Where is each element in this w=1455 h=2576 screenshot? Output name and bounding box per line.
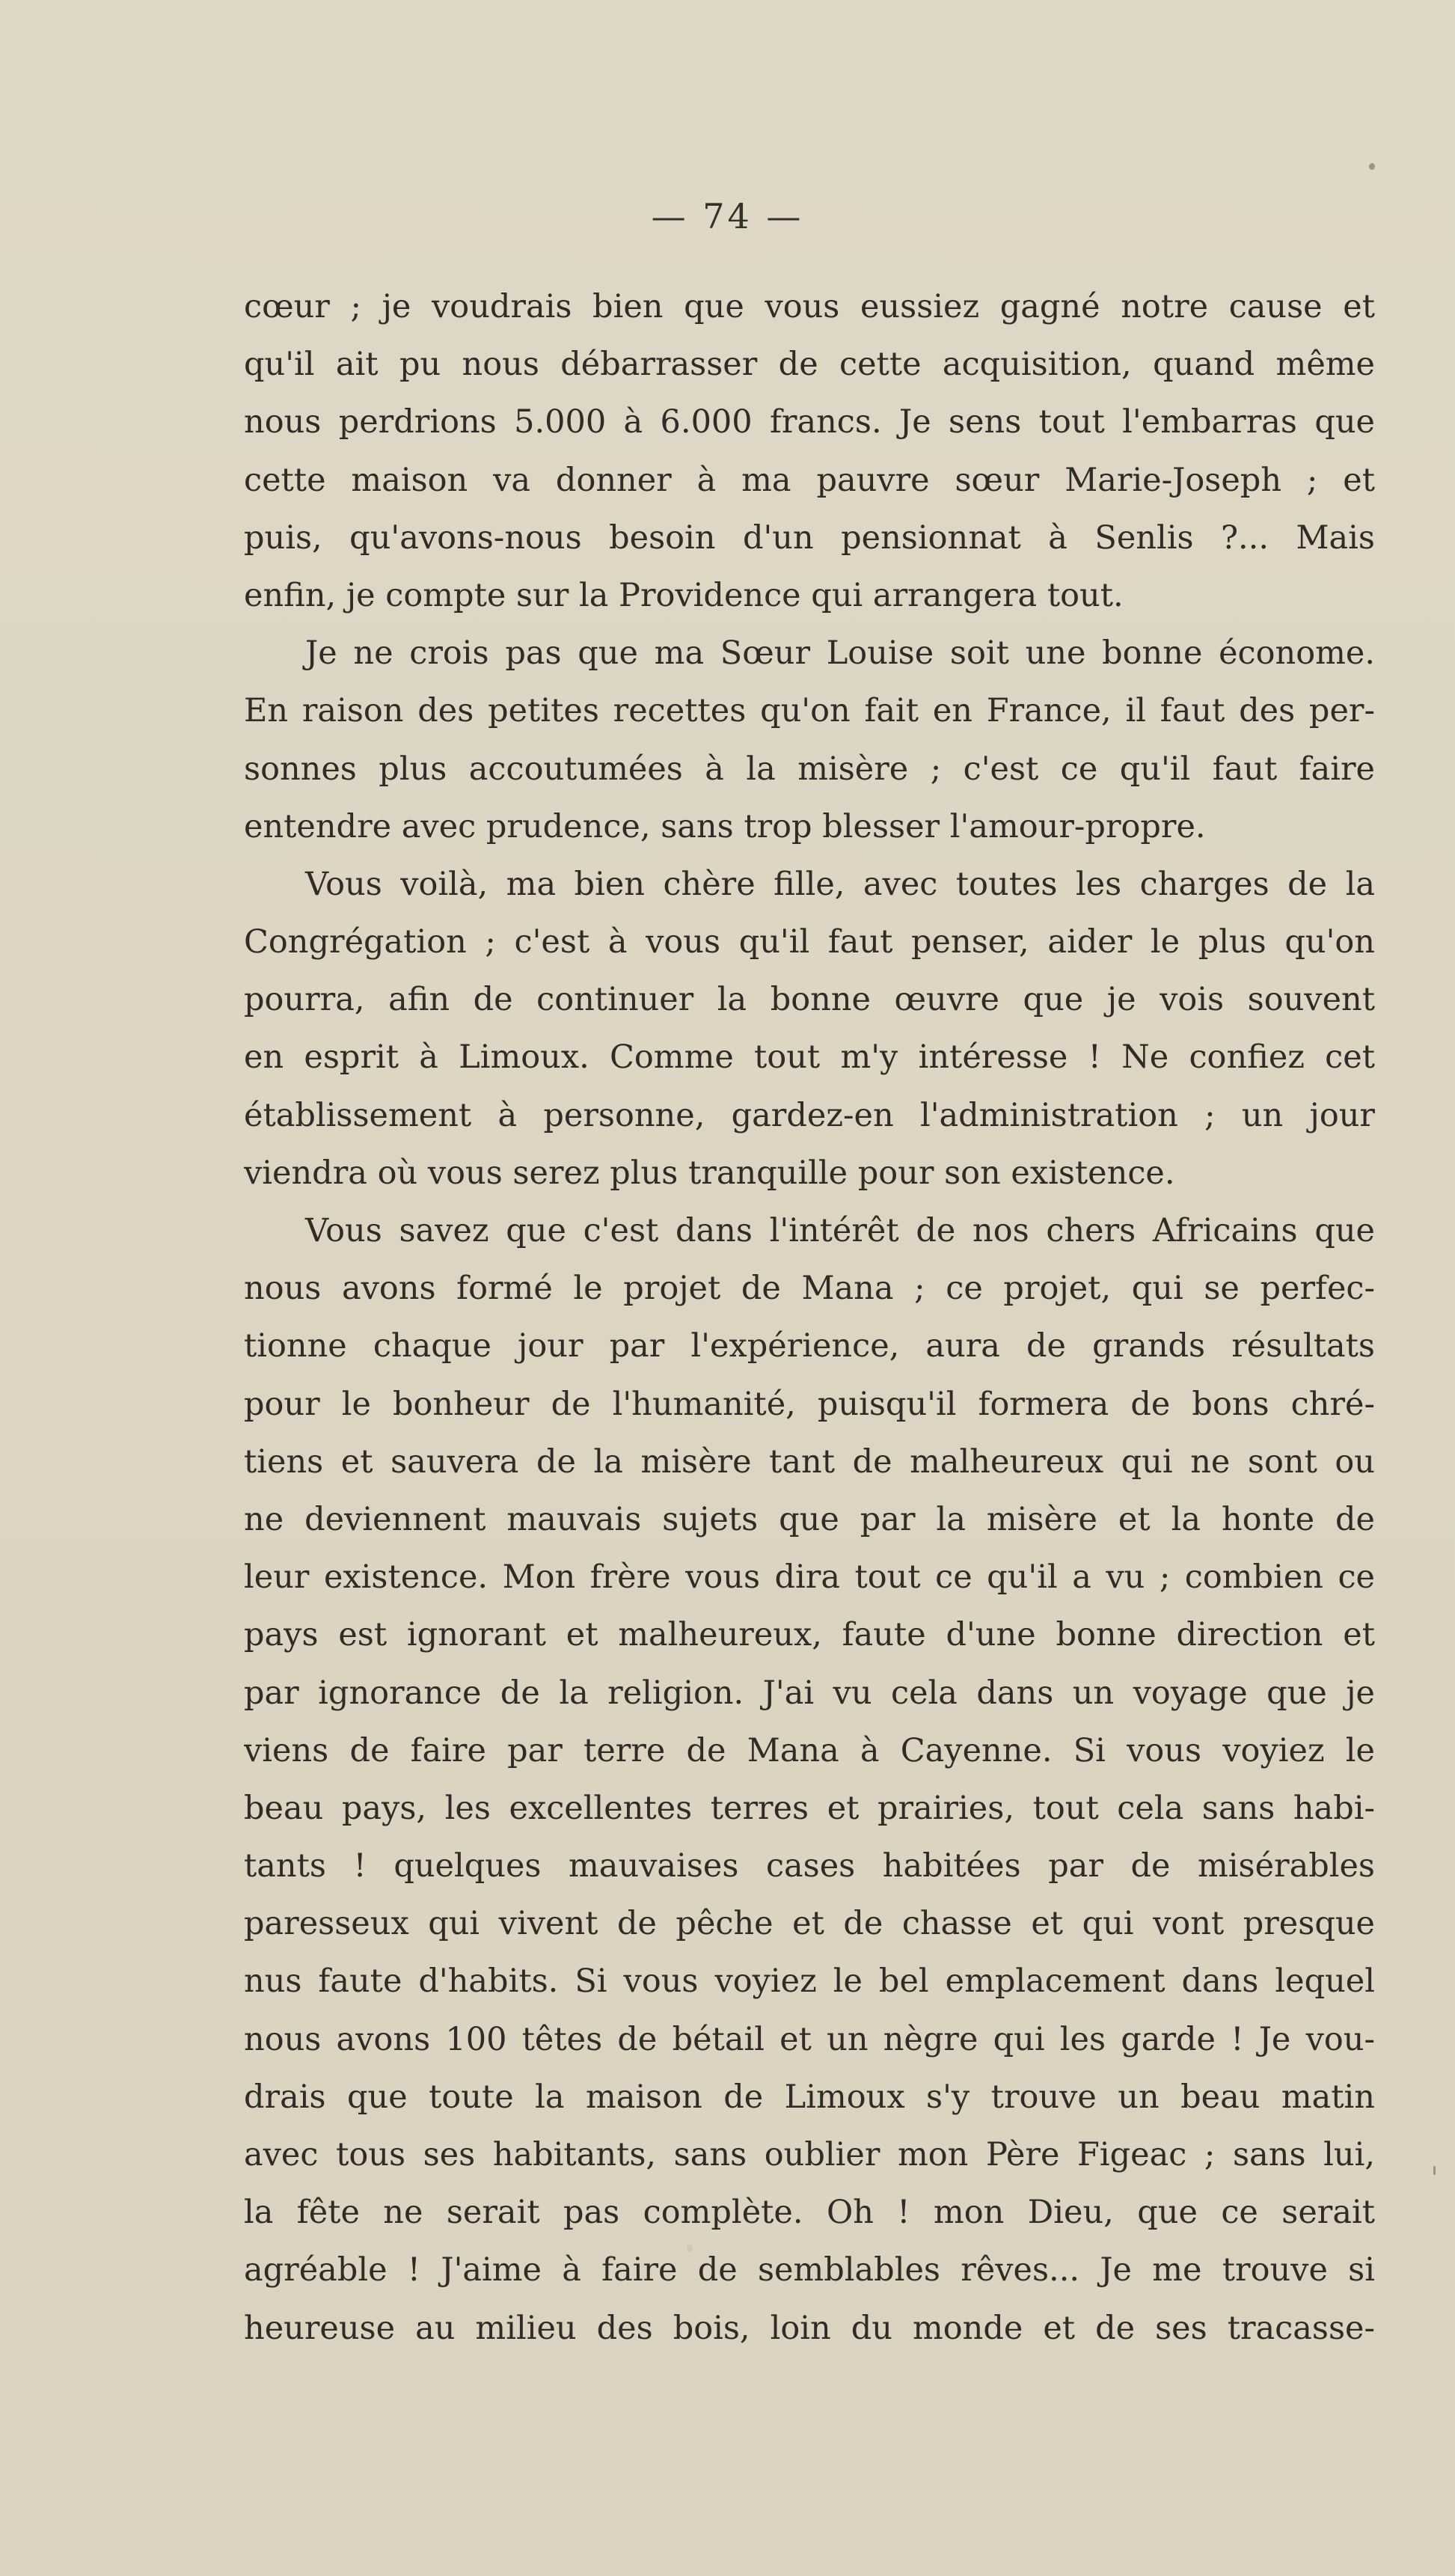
text-line: Congrégation ; c'est à vous qu'il faut penser, aider le plus qu'on [244, 923, 1375, 961]
text-line: nous avons formé le projet de Mana ; ce projet, qui se perfec- [244, 1270, 1375, 1308]
text-line: pour le bonheur de l'humanité, puisqu'il formera de bons chré- [244, 1385, 1375, 1423]
text-line: drais que toute la maison de Limoux s'y trouve un beau matin [244, 2078, 1375, 2116]
page-number: — 74 — [651, 196, 804, 236]
text-line: tiens et sauvera de la misère tant de malheureux qui ne sont ou [244, 1443, 1375, 1481]
text-line: la fête ne serait pas complète. Oh ! mon Dieu, que ce serait [244, 2194, 1375, 2232]
text-line: En raison des petites recettes qu'on fait en France, il faut des per- [244, 692, 1375, 730]
text-line: établissement à personne, gardez-en l'administration ; un jour [244, 1096, 1375, 1134]
text-line: paresseux qui vivent de pêche et de chasse et qui vont presque [244, 1905, 1375, 1943]
text-line: enfin, je compte sur la Providence qui arrangera tout. [244, 576, 1124, 614]
text-line: tionne chaque jour par l'expérience, aura de grands résultats [244, 1327, 1375, 1365]
text-line: sonnes plus accoutumées à la misère ; c'est ce qu'il faut faire [244, 750, 1375, 788]
text-line: heureuse au milieu des bois, loin du monde et de ses tracasse- [244, 2309, 1375, 2347]
text-line: nous perdrions 5.000 à 6.000 francs. Je sens tout l'embarras que [244, 403, 1375, 441]
text-line: leur existence. Mon frère vous dira tout ce qu'il a vu ; combien ce [244, 1558, 1375, 1597]
text-line: par ignorance de la religion. J'ai vu cela dans un voyage que je [244, 1674, 1375, 1712]
text-line: Vous voilà, ma bien chère fille, avec toutes les charges de la [305, 865, 1375, 903]
text-line: agréable ! J'aime à faire de semblables rêves... Je me trouve si [244, 2251, 1375, 2289]
text-line: nus faute d'habits. Si vous voyiez le bel emplacement dans lequel [244, 1962, 1375, 2001]
paper-speck [1369, 163, 1375, 170]
text-line: Vous savez que c'est dans l'intérêt de nos chers Africains que [305, 1212, 1375, 1249]
text-line: cœur ; je voudrais bien que vous eussiez gagné notre cause et [244, 288, 1375, 325]
text-line: beau pays, les excellentes terres et prairies, tout cela sans habi- [244, 1789, 1375, 1827]
text-line: tants ! quelques mauvaises cases habitées par de misérables [244, 1847, 1375, 1885]
paper-speck [1433, 2166, 1436, 2175]
text-line: qu'il ait pu nous débarrasser de cette acquisition, quand même [244, 346, 1375, 384]
text-line: nous avons 100 têtes de bétail et un nègre qui les garde ! Je vou- [244, 2020, 1375, 2058]
text-line: pourra, afin de continuer la bonne œuvre que je vois souvent [244, 981, 1375, 1019]
text-line: Je ne crois pas que ma Sœur Louise soit une bonne économe. [305, 634, 1375, 673]
text-line: puis, qu'avons-nous besoin d'un pensionnat à Senlis ?... Mais [244, 518, 1375, 557]
text-line: en esprit à Limoux. Comme tout m'y intéresse ! Ne confiez cet [244, 1038, 1375, 1077]
text-line: viendra où vous serez plus tranquille pour son existence. [244, 1154, 1175, 1192]
text-line: viens de faire par terre de Mana à Cayenne. Si vous voyiez le [244, 1731, 1375, 1769]
text-line: entendre avec prudence, sans trop blesser l'amour-propre. [244, 807, 1206, 845]
text-line: ne deviennent mauvais sujets que par la misère et la honte de [244, 1500, 1375, 1538]
body-text [244, 278, 1375, 2358]
text-line: pays est ignorant et malheureux, faute d'une bonne direction et [244, 1616, 1375, 1654]
text-line: cette maison va donner à ma pauvre sœur Marie-Joseph ; et [244, 461, 1375, 499]
text-line: avec tous ses habitants, sans oublier mon Père Figeac ; sans lui, [244, 2136, 1375, 2173]
